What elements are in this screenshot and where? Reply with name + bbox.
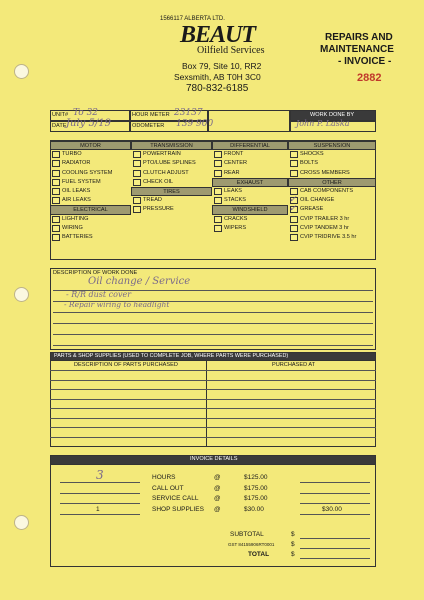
- item-label-electrical-0: LIGHTING: [62, 215, 89, 222]
- invoice-details-label: INVOICE DETAILS: [190, 456, 238, 462]
- description-line-2: - R/R dust cover: [66, 290, 132, 299]
- checkbox-motor-1[interactable]: [52, 160, 60, 167]
- qty-line: [60, 493, 140, 494]
- item-label-tires-1: PRESSURE: [143, 206, 174, 213]
- parts-row-rule: [50, 437, 376, 438]
- checkbox-motor-4[interactable]: [52, 188, 60, 195]
- category-header-transmission: TRANSMISSION: [131, 141, 212, 150]
- parts-col1-header: DESCRIPTION OF PARTS PURCHASED: [74, 362, 178, 368]
- gst-line: [300, 548, 370, 549]
- checkbox-motor-2[interactable]: [52, 170, 60, 177]
- invoice-total: $30.00: [322, 505, 342, 513]
- gst-dollar: $: [291, 541, 295, 548]
- date-value: July 5/19: [66, 118, 111, 129]
- checkbox-suspension-0[interactable]: [290, 151, 298, 158]
- item-label-tires-0: TREAD: [143, 197, 162, 204]
- item-label-suspension-1: BOLTS: [300, 160, 318, 167]
- binder-hole-bottom: [14, 515, 29, 530]
- work-done-by-value: John P. Laska: [296, 119, 350, 128]
- item-label-transmission-2: CLUTCH ADJUST: [143, 169, 189, 176]
- company-address-line1: Box 79, Site 10, RR2: [182, 61, 262, 71]
- item-label-other-3: CVIP TRAILER 3 hr: [300, 215, 350, 222]
- category-header-other: OTHER: [288, 178, 376, 187]
- invoice-qty: 3: [96, 468, 104, 482]
- unit-label: UNIT#: [52, 112, 69, 118]
- checkbox-other-4[interactable]: [290, 225, 298, 232]
- category-header-exhaust: EXHAUST: [212, 178, 288, 187]
- category-header-tires: TIRES: [131, 187, 212, 196]
- hour-meter-value: 23137: [174, 108, 203, 118]
- item-label-other-4: CVIP TANDEM 3 hr: [300, 224, 349, 231]
- checkbox-other-0[interactable]: [290, 188, 298, 195]
- parts-row-rule: [50, 380, 376, 381]
- total-line: [300, 558, 370, 559]
- description-rule-3: [53, 312, 373, 313]
- checkbox-transmission-2[interactable]: [133, 170, 141, 177]
- invoice-total-line: [300, 514, 370, 515]
- item-label-differential-0: FRONT: [224, 151, 244, 158]
- gst-label: GST 84155906RT0001: [228, 542, 275, 547]
- subtotal-dollar: $: [291, 531, 295, 538]
- date-label: DATE: [52, 123, 67, 129]
- checkbox-other-5[interactable]: [290, 234, 298, 241]
- category-header-suspension: SUSPENSION: [288, 141, 376, 150]
- company-address-line2: Sexsmith, AB T0H 3C0: [174, 72, 261, 82]
- item-label-motor-1: RADIATOR: [62, 160, 91, 167]
- item-label-windshield-0: CRACKS: [224, 215, 248, 222]
- invoice-total-line: [300, 482, 370, 483]
- hour-meter-label: HOUR METER: [132, 112, 170, 118]
- check-mark-icon: ✓: [289, 195, 297, 206]
- corp-number: 1566117 ALBERTA LTD.: [160, 16, 225, 22]
- parts-col2-header: PURCHASED AT: [272, 362, 316, 368]
- invoice-item-label: SHOP SUPPLIES: [152, 505, 204, 513]
- title-line1: REPAIRS AND: [325, 32, 393, 43]
- odometer-label: ODOMETER: [132, 123, 165, 129]
- parts-row-rule: [50, 408, 376, 409]
- checkbox-windshield-0[interactable]: [214, 216, 222, 223]
- checkbox-transmission-3[interactable]: [133, 179, 141, 186]
- checkbox-electrical-2[interactable]: [52, 234, 60, 241]
- category-header-windshield: WINDSHIELD: [212, 205, 288, 214]
- description-line-1: Oil change / Service: [88, 276, 191, 287]
- qty-line: [60, 482, 140, 483]
- category-header-motor: MOTOR: [50, 141, 131, 150]
- invoice-item-label: HOURS: [152, 474, 176, 481]
- checkbox-electrical-1[interactable]: [52, 225, 60, 232]
- odometer-value: 139 900: [176, 119, 214, 129]
- item-label-differential-1: CENTER: [224, 160, 247, 167]
- item-label-transmission-0: POWERTRAIN: [143, 151, 181, 158]
- checkbox-exhaust-1[interactable]: [214, 197, 222, 204]
- total-dollar: $: [291, 551, 295, 558]
- item-label-motor-5: AIR LEAKS: [62, 197, 91, 204]
- checkbox-suspension-2[interactable]: [290, 170, 298, 177]
- checkbox-suspension-1[interactable]: [290, 160, 298, 167]
- checkbox-electrical-0[interactable]: [52, 216, 60, 223]
- item-label-other-1: OIL CHANGE: [300, 197, 335, 204]
- checkbox-transmission-0[interactable]: [133, 151, 141, 158]
- item-label-other-0: CAB COMPONENTS: [300, 188, 354, 194]
- check-mark-icon: ✓: [289, 204, 297, 215]
- category-header-electrical: ELECTRICAL: [50, 205, 131, 214]
- invoice-at: @: [214, 484, 221, 492]
- invoice-at: @: [214, 474, 221, 481]
- item-label-motor-2: COOLING SYSTEM: [62, 169, 113, 176]
- parts-banner-label: PARTS & SHOP SUPPLIES (USED TO COMPLETE JOB, WHERE PARTS WERE PURCHASED): [54, 353, 289, 359]
- checkbox-transmission-1[interactable]: [133, 160, 141, 167]
- description-label: DESCRIPTION OF WORK DONE: [53, 270, 138, 276]
- title-line3: - INVOICE -: [338, 56, 392, 67]
- description-rule-6: [53, 345, 373, 346]
- item-label-differential-2: REAR: [224, 169, 240, 176]
- parts-row-rule: [50, 399, 376, 400]
- item-label-other-5: CVIP TRIDRIVE 3.5 hr: [300, 234, 357, 240]
- invoice-rate: $30.00: [244, 505, 264, 513]
- checkbox-motor-0[interactable]: [52, 151, 60, 158]
- checkbox-tires-0[interactable]: [133, 197, 141, 204]
- item-label-motor-0: TURBO: [62, 151, 82, 158]
- invoice-rate: $175.00: [244, 495, 268, 502]
- unit-value: To 32: [73, 108, 99, 118]
- parts-row-rule: [50, 427, 376, 428]
- subtotal-label: SUBTOTAL: [230, 531, 264, 538]
- item-label-other-2: GREASE: [300, 206, 324, 213]
- item-label-motor-3: FUEL SYSTEM: [62, 178, 101, 185]
- parts-row-rule: [50, 389, 376, 390]
- parts-row-rule: [50, 418, 376, 419]
- qty-line: [60, 514, 140, 515]
- item-label-suspension-0: SHOCKS: [300, 151, 324, 158]
- description-rule-4: [53, 323, 373, 324]
- checkbox-differential-2[interactable]: [214, 170, 222, 177]
- invoice-rate: $125.00: [244, 474, 268, 481]
- checkbox-other-3[interactable]: [290, 216, 298, 223]
- item-label-transmission-3: CHECK OIL: [143, 178, 174, 185]
- item-label-windshield-1: WIPERS: [224, 224, 247, 231]
- invoice-rate: $175.00: [244, 484, 268, 492]
- parts-row-rule: [50, 370, 376, 371]
- description-rule-5: [53, 334, 373, 335]
- item-label-suspension-2: CROSS MEMBERS: [300, 169, 350, 176]
- invoice-qty: 1: [96, 505, 100, 513]
- blank-info-cell: [208, 110, 290, 132]
- work-done-by-label: WORK DONE BY: [310, 112, 355, 118]
- binder-hole-middle: [14, 287, 29, 302]
- checkbox-motor-5[interactable]: [52, 197, 60, 204]
- total-label: TOTAL: [248, 551, 270, 558]
- company-subtitle: Oilfield Services: [197, 45, 265, 56]
- binder-hole-top: [14, 64, 29, 79]
- item-label-motor-4: OIL LEAKS: [62, 188, 91, 194]
- invoice-total-line: [300, 493, 370, 494]
- subtotal-line: [300, 538, 370, 539]
- qty-line: [60, 503, 140, 504]
- checkbox-exhaust-0[interactable]: [214, 188, 222, 195]
- invoice-at: @: [214, 495, 221, 502]
- item-label-electrical-1: WIRING: [62, 224, 83, 231]
- checkbox-motor-3[interactable]: [52, 179, 60, 186]
- description-line-3: - Repair wiring to headlight: [64, 300, 170, 309]
- company-phone: 780-832-6185: [186, 83, 249, 94]
- invoice-number: 2882: [357, 72, 382, 84]
- item-label-electrical-2: BATTERIES: [62, 234, 93, 240]
- invoice-item-label: CALL OUT: [152, 484, 184, 492]
- checkbox-windshield-1[interactable]: [214, 225, 222, 232]
- checkbox-differential-1[interactable]: [214, 160, 222, 167]
- parts-column-divider: [206, 361, 207, 447]
- invoice-at: @: [214, 505, 221, 513]
- item-label-transmission-1: PTO/LUBE SPLINES: [143, 160, 196, 167]
- checkbox-tires-1[interactable]: [133, 206, 141, 213]
- item-label-exhaust-0: LEAKS: [224, 188, 243, 194]
- category-header-differential: DIFFERENTIAL: [212, 141, 288, 150]
- checkbox-differential-0[interactable]: [214, 151, 222, 158]
- invoice-item-label: SERVICE CALL: [152, 495, 199, 502]
- company-logo: BEAUT: [180, 22, 256, 48]
- invoice-total-line: [300, 503, 370, 504]
- title-line2: MAINTENANCE: [320, 44, 394, 55]
- item-label-exhaust-1: STACKS: [224, 197, 246, 204]
